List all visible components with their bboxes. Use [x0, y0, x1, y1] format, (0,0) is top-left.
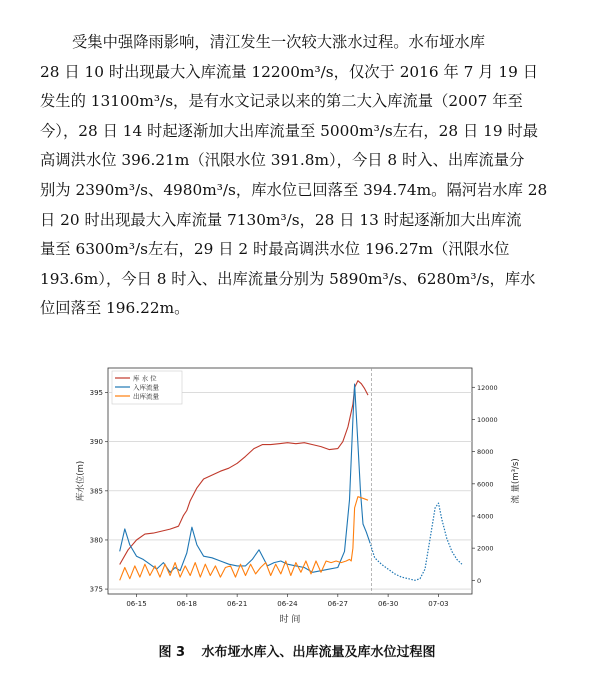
- left-tick-label: 380: [89, 536, 103, 545]
- forecast-inflow-line: [370, 503, 462, 580]
- paragraph-line: 受集中强降雨影响，清江发生一次较大涨水过程。水布垭水库: [72, 33, 486, 51]
- caption-title: 水布垭水库入、出库流量及库水位过程图: [201, 645, 436, 660]
- level-line: [120, 381, 368, 565]
- x-tick-label: 06-21: [226, 600, 248, 608]
- body-paragraph: [40, 28, 562, 324]
- caption-number: 图 3: [158, 645, 186, 660]
- left-tick-label: 395: [89, 389, 103, 398]
- left-tick-label: 375: [89, 585, 103, 594]
- right-tick-label: 6000: [477, 480, 494, 489]
- legend-label-outflow: 出库流量: [133, 392, 159, 401]
- x-tick-label: 06-27: [327, 600, 348, 608]
- paragraph-line: 量至 6300m³/s左右，29 日 2 时最高调洪水位 196.27m（汛限水位: [40, 240, 510, 259]
- legend: [112, 371, 182, 404]
- legend-label-inflow: 入库流量: [133, 383, 159, 392]
- left-tick-label: 390: [89, 438, 103, 447]
- right-tick-label: 10000: [477, 415, 498, 424]
- right-tick-label: 2000: [477, 544, 494, 553]
- paragraph-line: 日 20 时出现最大入库流量 7130m³/s，28 日 13 时起逐渐加大出库流: [40, 210, 522, 229]
- paragraph-line: 今），28 日 14 时起逐渐加大出库流量至 5000m³/s左右，28 日 19 时最: [40, 121, 539, 140]
- figure-caption: [0, 641, 594, 660]
- x-tick-label: 07-03: [428, 600, 449, 608]
- outflow-line: [120, 497, 368, 581]
- x-tick-label: 06-30: [377, 600, 399, 608]
- x-tick-label: 06-15: [126, 600, 147, 608]
- paragraph-line: 高调洪水位 396.21m（汛限水位 391.8m），今日 8 时入、出库流量分: [40, 151, 525, 170]
- paragraph-line: 别为 2390m³/s、4980m³/s，库水位已回落至 394.74m。隔河岩水库 28: [40, 180, 548, 199]
- paragraph-line: 28 日 10 时出现最大入库流量 12200m³/s，仅次于 2016 年 7 月 19 日: [40, 62, 539, 81]
- right-tick-label: 0: [477, 576, 482, 585]
- x-axis-label: 时 间: [279, 615, 301, 625]
- gridlines: [108, 393, 472, 590]
- x-tick-label: 06-18: [176, 600, 198, 608]
- right-tick-label: 4000: [477, 512, 494, 521]
- right-tick-label: 12000: [477, 383, 498, 392]
- y-axis-label-right: 流 量(m³/s): [511, 458, 521, 504]
- y-axis-label-left: 库水位(m): [76, 460, 86, 502]
- paragraph-line: 位回落至 196.22m。: [40, 299, 190, 318]
- reservoir-chart: [72, 365, 552, 625]
- legend-label-level: 库 水 位: [133, 374, 157, 383]
- right-tick-label: 8000: [477, 448, 494, 457]
- paragraph-line: 193.6m），今日 8 时入、出库流量分别为 5890m³/s、6280m³/s，库水: [40, 269, 536, 288]
- inflow-line: [120, 384, 370, 572]
- left-tick-label: 385: [89, 487, 103, 496]
- x-tick-label: 06-24: [277, 600, 298, 608]
- paragraph-line: 发生的 13100m³/s，是有水文记录以来的第二大入库流量（2007 年至: [40, 92, 523, 111]
